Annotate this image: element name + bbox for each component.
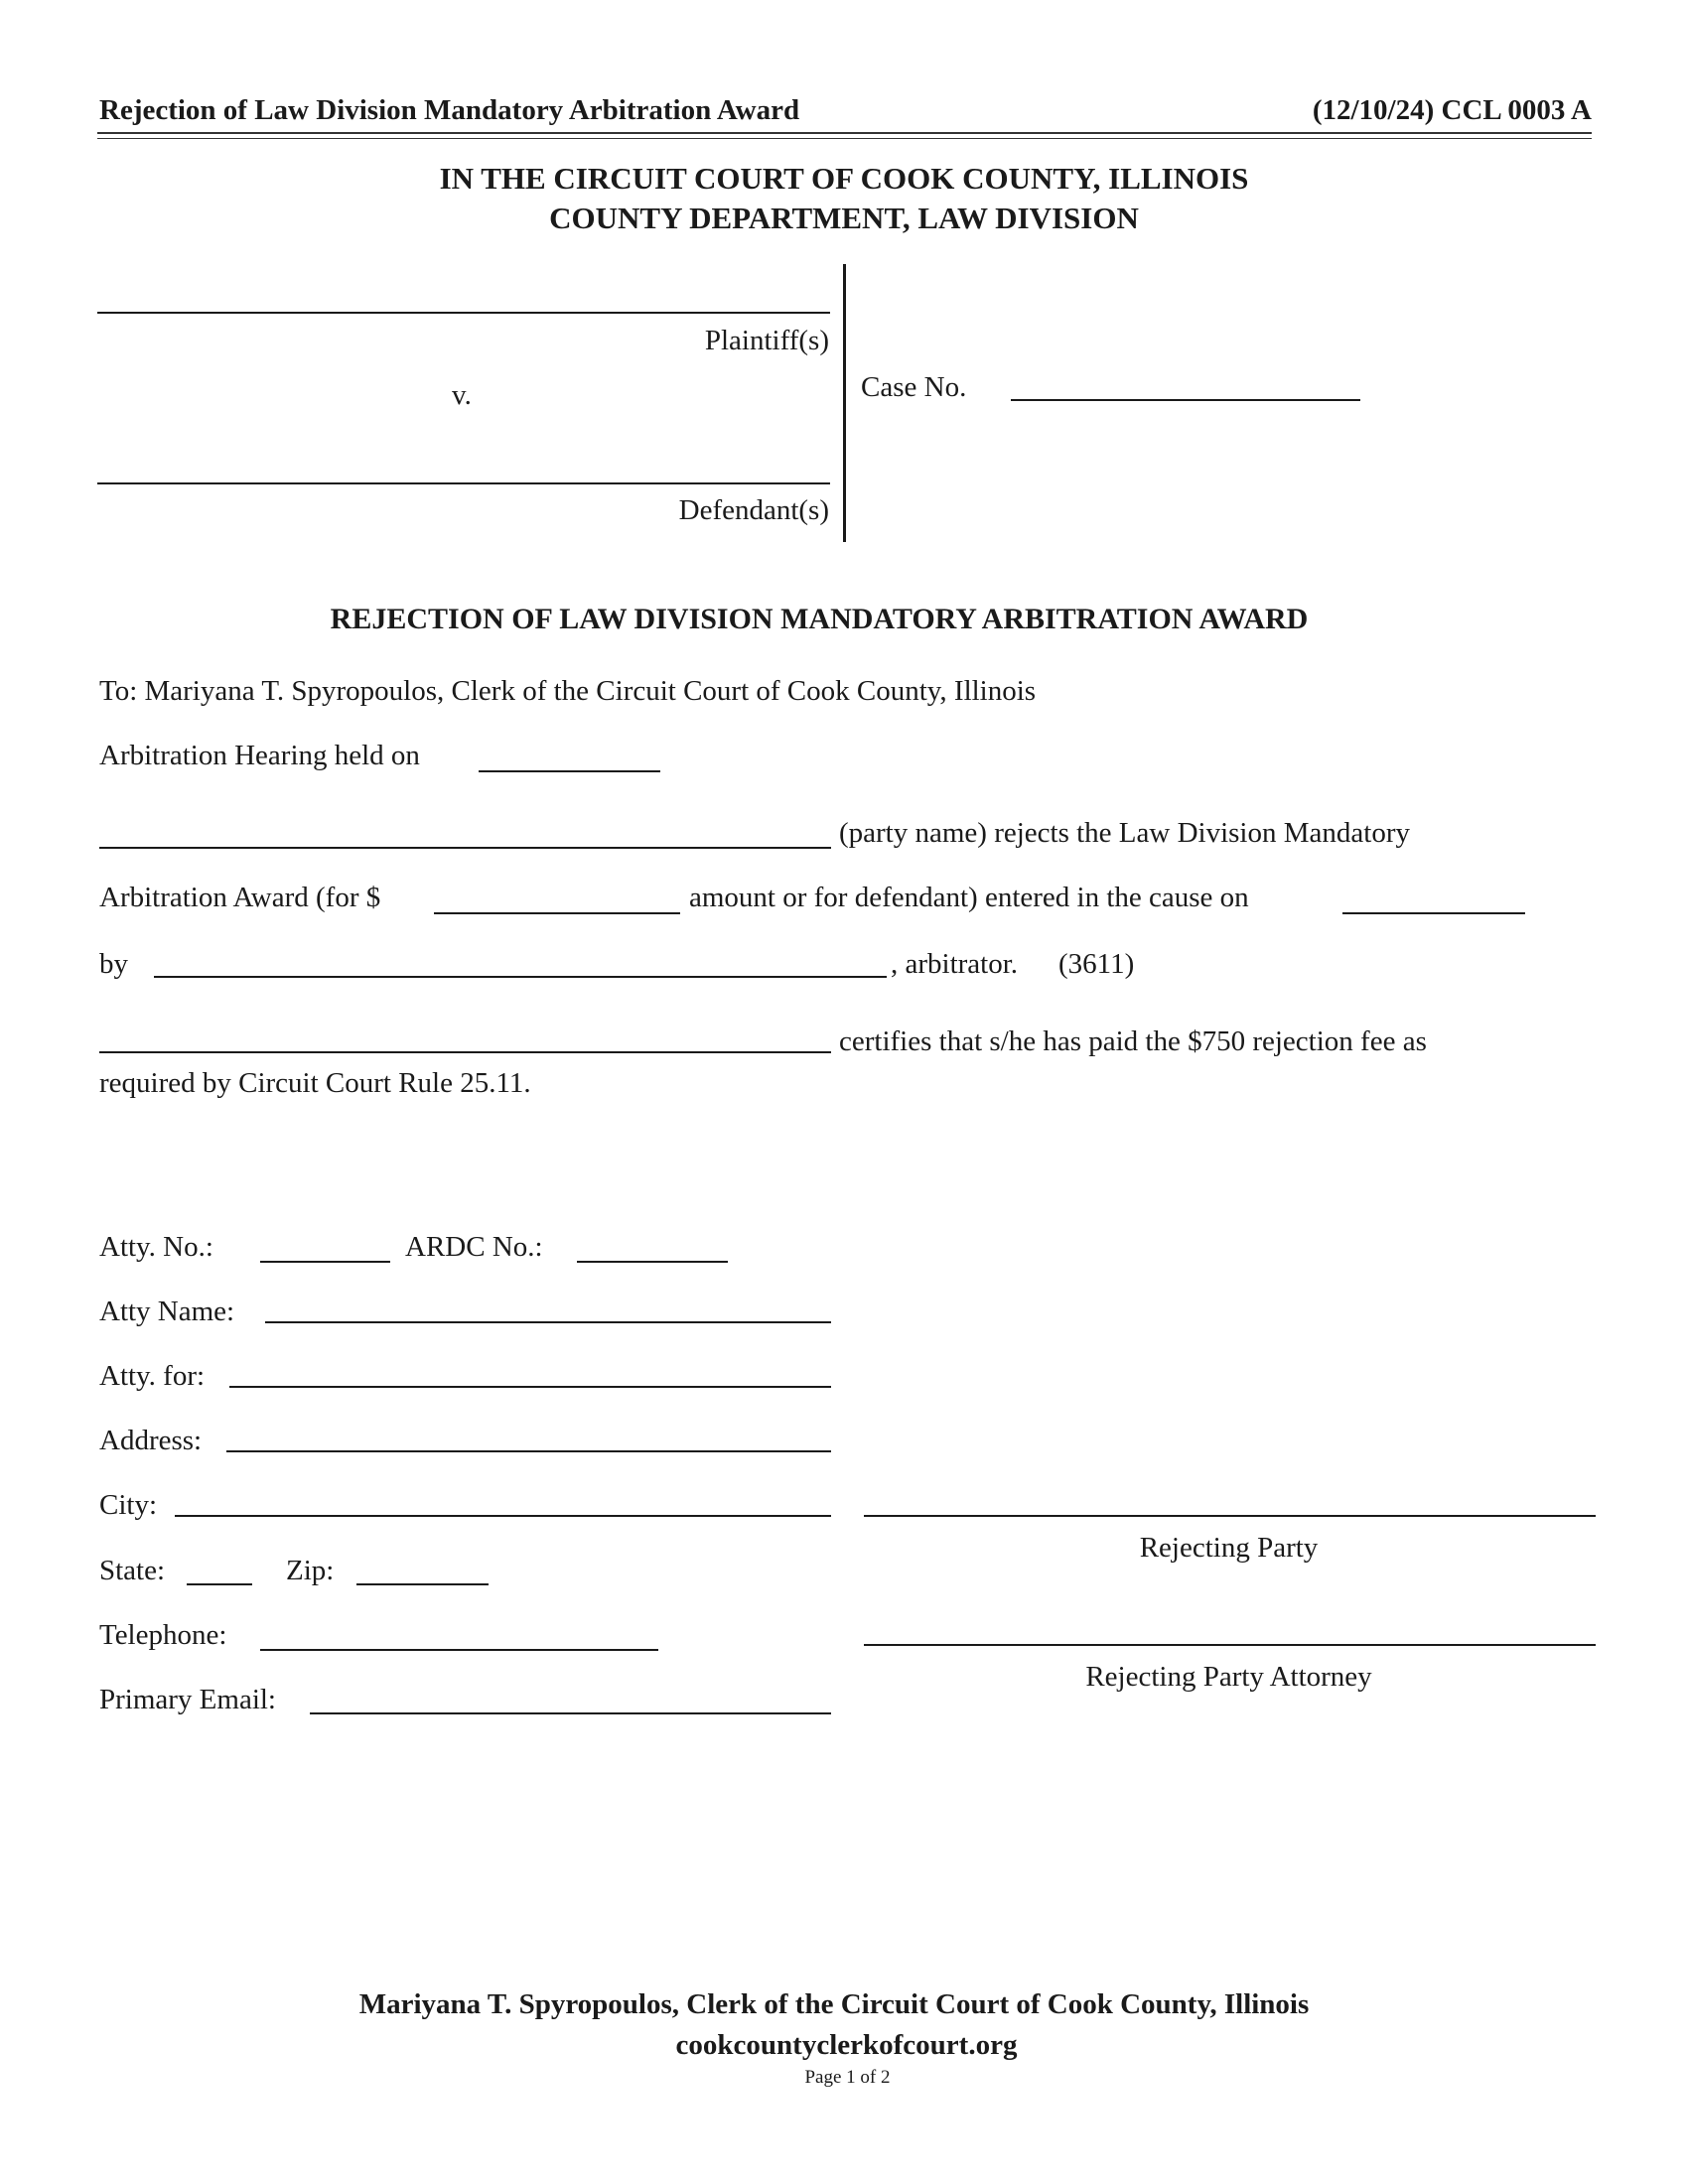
arbitrator-code: (3611)	[1058, 948, 1135, 980]
rejecting-party-label: Rejecting Party	[1139, 1532, 1319, 1564]
telephone-label: Telephone:	[99, 1619, 227, 1651]
atty-no-field[interactable]	[260, 1261, 390, 1263]
zip-field[interactable]	[356, 1583, 489, 1585]
ardc-no-field[interactable]	[577, 1261, 728, 1263]
email-field[interactable]	[310, 1712, 831, 1714]
case-no-field[interactable]	[1011, 399, 1360, 401]
award-prefix: Arbitration Award (for $	[99, 882, 381, 913]
award-middle: amount or for defendant) entered in the cause on	[689, 882, 1249, 913]
rejecting-party-attorney-label: Rejecting Party Attorney	[1085, 1661, 1372, 1693]
rejecting-party-attorney-signature-line[interactable]	[864, 1644, 1596, 1646]
versus-label: v.	[452, 379, 472, 411]
page-number: Page 1 of 2	[804, 2067, 891, 2088]
atty-name-label: Atty Name:	[99, 1296, 235, 1327]
state-label: State:	[99, 1555, 166, 1586]
party-rejects-text: (party name) rejects the Law Division Mandatory	[839, 817, 1410, 849]
address-label: Address:	[99, 1425, 203, 1456]
form-title: Rejection of Law Division Mandatory Arbitration Award	[99, 94, 800, 126]
atty-no-label: Atty. No.:	[99, 1231, 213, 1263]
defendant-label: Defendant(s)	[678, 494, 829, 526]
defendant-line[interactable]	[97, 482, 830, 484]
hearing-date-field[interactable]	[479, 770, 660, 772]
certifying-party-field[interactable]	[99, 1051, 831, 1053]
address-field[interactable]	[226, 1450, 831, 1452]
by-label: by	[99, 948, 128, 980]
document-title: REJECTION OF LAW DIVISION MANDATORY ARBITRATION AWARD	[330, 603, 1309, 635]
zip-label: Zip:	[286, 1555, 335, 1586]
case-no-label: Case No.	[861, 371, 967, 403]
certifies-text-line2: required by Circuit Court Rule 25.11.	[99, 1067, 531, 1099]
ardc-no-label: ARDC No.:	[405, 1231, 543, 1263]
arbitrator-name-field[interactable]	[154, 976, 887, 978]
telephone-field[interactable]	[260, 1649, 658, 1651]
atty-for-label: Atty. for:	[99, 1360, 206, 1392]
atty-name-field[interactable]	[265, 1321, 831, 1323]
court-department: COUNTY DEPARTMENT, LAW DIVISION	[549, 201, 1139, 235]
rejecting-party-signature-line[interactable]	[864, 1515, 1596, 1517]
atty-for-field[interactable]	[229, 1386, 831, 1388]
footer-website[interactable]: cookcountyclerkofcourt.org	[675, 2029, 1018, 2061]
header-rule	[97, 132, 1592, 134]
plaintiff-label: Plaintiff(s)	[704, 325, 829, 356]
to-line: To: Mariyana T. Spyropoulos, Clerk of the Circuit Court of Cook County, Illinois	[99, 675, 1037, 707]
email-label: Primary Email:	[99, 1684, 276, 1715]
header-rule-thin	[97, 138, 1592, 139]
award-amount-field[interactable]	[434, 912, 680, 914]
court-name: IN THE CIRCUIT COURT OF COOK COUNTY, ILLINOIS	[439, 161, 1249, 196]
party-name-field[interactable]	[99, 847, 831, 849]
arbitrator-suffix: , arbitrator.	[891, 948, 1019, 980]
hearing-label: Arbitration Hearing held on	[99, 740, 420, 771]
award-date-field[interactable]	[1342, 912, 1525, 914]
footer-clerk: Mariyana T. Spyropoulos, Clerk of the Circuit Court of Cook County, Illinois	[358, 1988, 1310, 2020]
certifies-text: certifies that s/he has paid the $750 rejection fee as	[839, 1025, 1427, 1057]
city-field[interactable]	[175, 1515, 831, 1517]
form-code: (12/10/24) CCL 0003 A	[1312, 94, 1592, 126]
plaintiff-line[interactable]	[97, 312, 830, 314]
caption-divider	[843, 264, 846, 542]
city-label: City:	[99, 1489, 158, 1521]
state-field[interactable]	[187, 1583, 252, 1585]
